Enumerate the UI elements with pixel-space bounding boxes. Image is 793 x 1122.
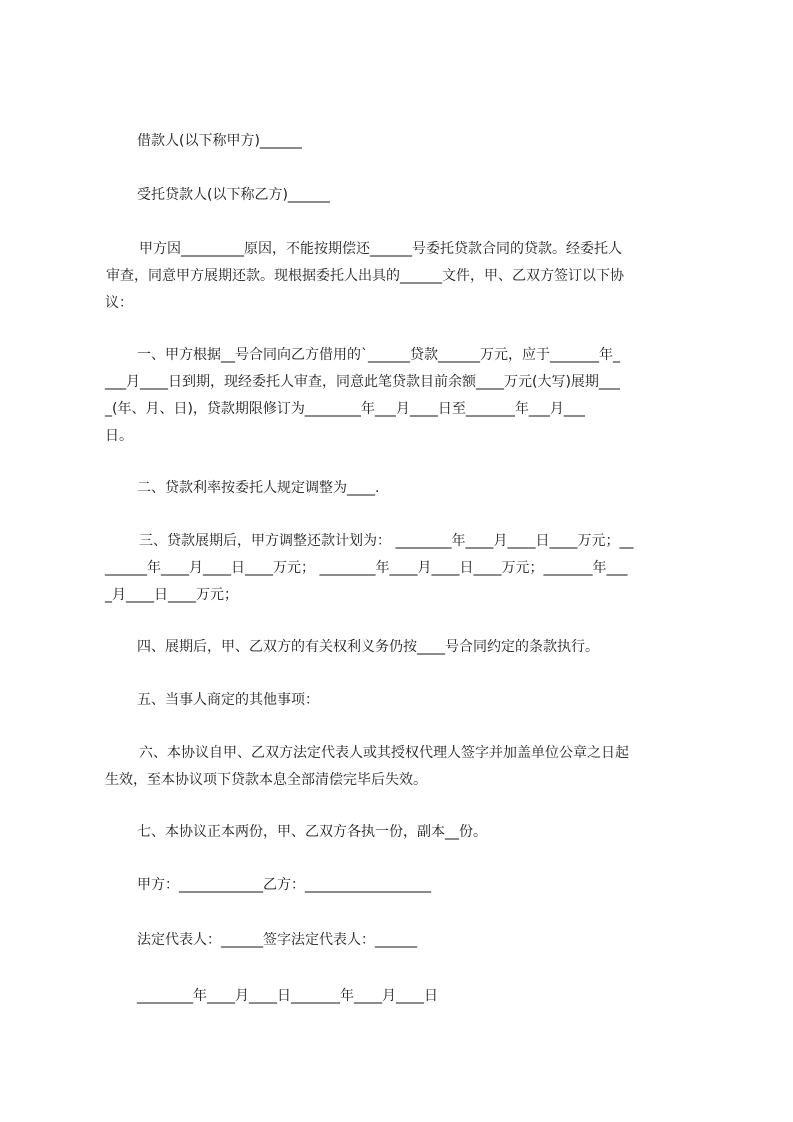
intro-paragraph-line-3: 议： [105, 295, 133, 311]
clause-4: 四、展期后，甲、乙双方的有关权利义务仍按____号合同约定的条款执行。 [137, 639, 599, 655]
clause-5: 五、当事人商定的其他事项： [137, 692, 319, 708]
party-signature-line: 甲方：____________乙方：__________________ [137, 877, 431, 893]
lender-line: 受托贷款人(以下称乙方)______ [137, 187, 330, 203]
clause-3-line-1: 三、贷款展期后，甲方调整还款计划为： ________年____月____日____万元；__ [139, 533, 634, 549]
clause-6-line-2: 生效，至本协议项下贷款本息全部清偿完毕后失效。 [105, 772, 427, 788]
clause-3-line-3: _月____日____万元； [105, 587, 238, 603]
clause-2: 二、贷款利率按委托人规定调整为____. [137, 480, 380, 496]
intro-paragraph-line-2: 审查，同意甲方展期还款。现根据委托人出具的______文件，甲、乙双方签订以下协 [106, 268, 624, 284]
clause-1-line-4: 日。 [105, 428, 133, 444]
legal-rep-signature-line: 法定代表人：______签字法定代表人：______ [137, 932, 417, 948]
clause-3-line-2: ______年____月____日____万元； ________年____月____日____万元；_______年___ [105, 560, 628, 576]
clause-1-line-2: ___月____日到期，现经委托人审查，同意此笔贷款目前余额____万元(大写)展期___ [105, 374, 620, 390]
clause-7: 七、本协议正本两份，甲、乙双方各执一份，副本__份。 [137, 824, 487, 840]
clause-6-line-1: 六、本协议自甲、乙双方法定代表人或其授权代理人签字并加盖单位公章之日起 [139, 745, 629, 761]
date-line: ________年____月____日_______年____月____日 [137, 988, 438, 1004]
intro-paragraph-line-1: 甲方因_________原因，不能按期偿还______号委托贷款合同的贷款。经委托人 [139, 241, 622, 257]
borrower-line: 借款人(以下称甲方)______ [137, 133, 302, 149]
clause-1-line-3: _(年、月、日)，贷款期限修订为________年___月____日至_______年___月___ [105, 401, 585, 417]
clause-1-line-1: 一、甲方根据__号合同向乙方借用的`______贷款______万元，应于_______年_ [137, 347, 620, 363]
